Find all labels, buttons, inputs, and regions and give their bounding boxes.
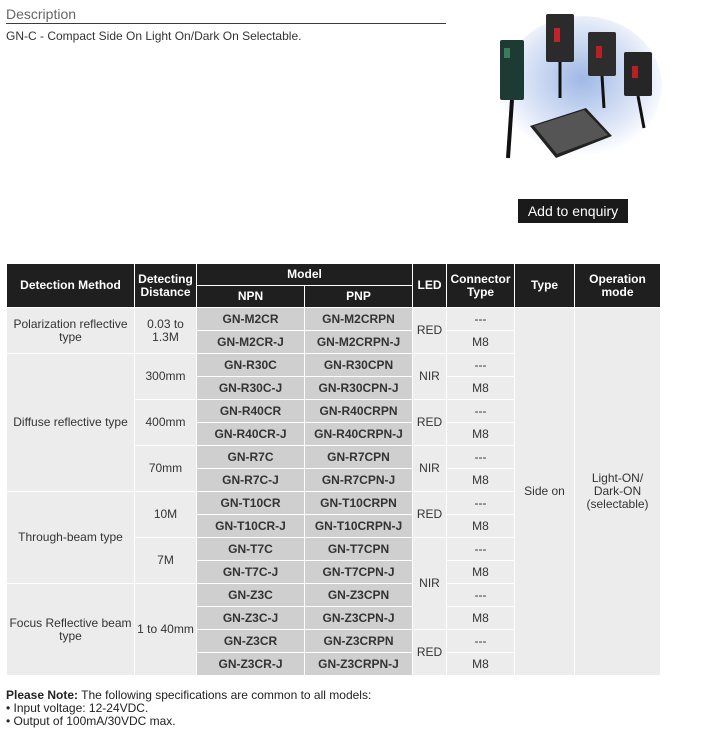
pnp-model: GN-R7CPN-J [305,469,413,492]
pnp-model: GN-R40CRPN-J [305,423,413,446]
npn-model: GN-R7C-J [197,469,305,492]
pnp-model: GN-Z3CPN [305,584,413,607]
connector-cell: M8 [447,653,515,676]
description-text: GN-C - Compact Side On Light On/Dark On Selectable. [6,29,302,43]
npn-model: GN-R7C [197,446,305,469]
npn-model: GN-M2CR [197,308,305,331]
operation-cell: Light-ON/ Dark-ON (selectable) [575,308,661,676]
pnp-model: GN-T10CRPN-J [305,515,413,538]
connector-cell: M8 [447,561,515,584]
distance-cell: 70mm [135,446,197,492]
pnp-model: GN-T7CPN-J [305,561,413,584]
connector-cell: --- [447,584,515,607]
connector-cell: --- [447,446,515,469]
pnp-model: GN-Z3CRPN-J [305,653,413,676]
distance-cell: 400mm [135,400,197,446]
npn-model: GN-R30C [197,354,305,377]
header-pnp: PNP [305,286,413,308]
npn-model: GN-R40CR-J [197,423,305,446]
connector-cell: --- [447,492,515,515]
led-cell: NIR [413,538,447,630]
method-cell: Diffuse reflective type [7,354,135,492]
connector-cell: M8 [447,423,515,446]
distance-cell: 7M [135,538,197,584]
npn-model: GN-Z3CR [197,630,305,653]
header-connector-type: Connector Type [447,264,515,308]
npn-model: GN-Z3C-J [197,607,305,630]
connector-cell: --- [447,630,515,653]
distance-cell: 1 to 40mm [135,584,197,676]
pnp-model: GN-R40CRPN [305,400,413,423]
type-cell: Side on [515,308,575,676]
led-cell: RED [413,630,447,676]
connector-cell: M8 [447,515,515,538]
npn-model: GN-R30C-J [197,377,305,400]
note-item: • Input voltage: 12-24VDC. [6,701,149,715]
connector-cell: M8 [447,469,515,492]
connector-cell: --- [447,308,515,331]
npn-model: GN-T10CR [197,492,305,515]
npn-model: GN-M2CR-J [197,331,305,354]
header-npn: NPN [197,286,305,308]
npn-model: GN-T7C-J [197,561,305,584]
pnp-model: GN-T10CRPN [305,492,413,515]
pnp-model: GN-R30CPN-J [305,377,413,400]
header-led: LED [413,264,447,308]
note-label: Please Note: [6,688,79,702]
spec-table [6,263,661,676]
connector-cell: --- [447,538,515,561]
method-cell: Through-beam type [7,492,135,584]
npn-model: GN-T10CR-J [197,515,305,538]
distance-cell: 0.03 to 1.3M [135,308,197,354]
npn-model: GN-Z3C [197,584,305,607]
pnp-model: GN-Z3CRPN [305,630,413,653]
product-image [494,8,664,168]
pnp-model: GN-M2CRPN [305,308,413,331]
led-cell: RED [413,400,447,446]
connector-cell: M8 [447,607,515,630]
distance-cell: 300mm [135,354,197,400]
note-item: • Output of 100mA/30VDC max. [6,714,176,728]
method-cell: Focus Reflective beam type [7,584,135,676]
header-operation-mode: Operation mode [575,264,661,308]
add-to-enquiry-button[interactable]: Add to enquiry [518,199,628,223]
pnp-model: GN-M2CRPN-J [305,331,413,354]
description-heading: Description [6,6,446,24]
header-detection-method: Detection Method [7,264,135,308]
header-detecting-distance: Detecting Distance [135,264,197,308]
led-cell: RED [413,492,447,538]
led-cell: NIR [413,446,447,492]
note-intro: The following specifications are common to all models: [81,688,372,702]
header-model: Model [197,264,413,286]
pnp-model: GN-Z3CPN-J [305,607,413,630]
npn-model: GN-T7C [197,538,305,561]
connector-cell: M8 [447,377,515,400]
pnp-model: GN-R7CPN [305,446,413,469]
specification-note [6,689,371,728]
led-cell: NIR [413,354,447,400]
distance-cell: 10M [135,492,197,538]
npn-model: GN-Z3CR-J [197,653,305,676]
method-cell: Polarization reflective type [7,308,135,354]
connector-cell: --- [447,354,515,377]
led-cell: RED [413,308,447,354]
connector-cell: M8 [447,331,515,354]
npn-model: GN-R40CR [197,400,305,423]
pnp-model: GN-R30CPN [305,354,413,377]
connector-cell: --- [447,400,515,423]
header-type: Type [515,264,575,308]
pnp-model: GN-T7CPN [305,538,413,561]
